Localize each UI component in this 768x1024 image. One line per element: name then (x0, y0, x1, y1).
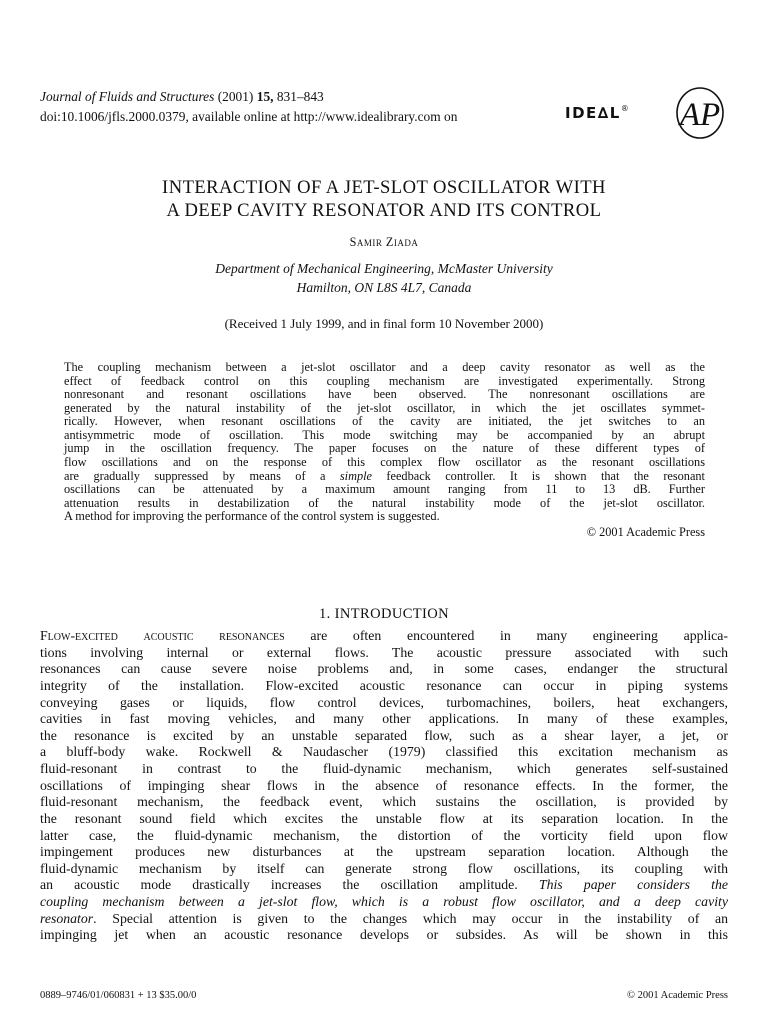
body-line: tions involving internal or external flows. The acoustic pressure associated with such (40, 644, 728, 660)
body-line: the resonant sound field which excites the unstable flow at its separation location. In the (40, 810, 728, 826)
body-emphasis: resonator (40, 910, 94, 926)
received-date: (Received 1 July 1999, and in final form 10 November 2000) (224, 316, 544, 331)
abstract-text: are gradually suppressed by means of a (64, 468, 326, 483)
journal-pages: 831–843 (276, 89, 324, 104)
article-title (20, 176, 748, 222)
ideal-logo (565, 104, 630, 122)
abstract-emphasis: simple (339, 468, 372, 483)
affiliation-line: Department of Mechanical Engineering, McMaster University (215, 261, 553, 276)
body-line: fluid-resonant mechanism, the feedback event, which sustains the oscillation, is provided by (40, 794, 728, 810)
abstract-line: attenuation results in destabilization of the natural instability mode of the jet-slot oscillator. (64, 495, 705, 510)
abstract-line: nonresonant and resonant oscillations have been observed. The nonresonant oscillations are (64, 387, 705, 402)
abstract-text: feedback controller. It is shown that the resonant (386, 468, 705, 483)
body-text-run: an acoustic mode drastically increases the oscillation amplitude. (40, 877, 518, 893)
abstract-line: A method for improving the performance of the control system is suggested. (64, 509, 440, 524)
body-line: fluid-resonant in contrast to the fluid-dynamic mechanism, which generates self-sustained (40, 761, 728, 776)
journal-name: Journal of Fluids and Structures (40, 89, 215, 104)
body-line (40, 877, 728, 894)
affiliation-line: Hamilton, ON L8S 4L7, Canada (296, 280, 472, 295)
body-line: the resonance is excited by an unstable separated flow, such as a shear layer, a jet, or (40, 727, 728, 743)
abstract-line: flow oscillations and on the response of this complex flow oscillator as the resonant oscillations (64, 455, 705, 470)
doi-line: doi:10.1006/jfls.2000.0379, available online at http://www.idealibrary.com on (40, 109, 458, 124)
journal-citation (40, 89, 324, 105)
journal-year: (2001) (217, 89, 254, 104)
body-emphasis: This paper considers the (538, 877, 728, 893)
body-line: impinging jet when an acoustic resonance develops or subsides. As will be shown in this (40, 927, 728, 943)
publisher-logo-text: AP (679, 97, 721, 133)
body-text-run: . Special attention is given to the changes which may occur in the instability of an (93, 910, 728, 926)
registered-mark: ® (620, 104, 631, 113)
body-line: fluid-dynamic mechanism by itself can generate strong flow oscillations, its coupling with (40, 860, 728, 876)
body-line: coupling mechanism between a jet-slot flow, which is a robust flow oscillator, and a deep cavity (40, 894, 728, 909)
lead-in-smallcaps: Flow-excited acoustic resonances (40, 628, 285, 643)
body-line: cavities in fast moving vehicles, and many other applications. In many of these examples, (40, 711, 728, 727)
body-text-run: are often encountered in many engineering applica- (310, 628, 729, 643)
abstract-copyright: © 2001 Academic Press (586, 525, 705, 539)
body-line (40, 911, 728, 928)
body-text (40, 628, 728, 944)
abstract-line: The coupling mechanism between a jet-slot oscillator and a deep cavity resonator as well as the (64, 360, 705, 374)
abstract-line (64, 470, 705, 484)
body-line: resonances can cause severe noise problems and, in some cases, endanger the structural (40, 661, 728, 677)
abstract-line: oscillations can be attenuated by a maximum amount ranging from 11 to 13 dB. Further (64, 482, 705, 497)
abstract (64, 361, 705, 524)
body-line: oscillations of impinging shear flows in the absence of resonance effects. In the former, the (40, 777, 728, 793)
abstract-line: effect of feedback control on this coupling mechanism are investigated experimentally. Strong (64, 373, 705, 388)
ideal-logo-text: IDE∆L (565, 104, 621, 122)
title-line: INTERACTION OF A JET-SLOT OSCILLATOR WITH (162, 177, 606, 198)
section-heading: 1. INTRODUCTION (318, 606, 450, 622)
footer-copyright: © 2001 Academic Press (626, 990, 728, 1001)
abstract-line: rically. However, when resonant oscillations of the cavity are initiated, the jet switches to an (64, 414, 705, 429)
body-line: a bluff-body wake. Rockwell & Naudascher (1979) classified this excitation mechanism as (40, 744, 728, 760)
abstract-line: generated by the natural instability of the jet-slot oscillator, in which the jet oscillates symmet- (64, 400, 705, 415)
body-line (40, 628, 728, 645)
issn-price-line: 0889–9746/01/060831 + 13 $35.00/0 (40, 990, 197, 1001)
journal-volume: 15, (256, 89, 274, 104)
abstract-line: jump in the oscillation frequency. The paper focuses on the nature of these different types of (64, 441, 705, 456)
body-line: conveying gases or liquids, flow control devices, turbomachines, boilers, heat exchangers, (40, 694, 728, 710)
author-name: Samir Ziada (349, 235, 419, 249)
body-line: latter case, the fluid-dynamic mechanism, the distortion of the vorticity field upon flow (40, 827, 728, 843)
title-line: A DEEP CAVITY RESONATOR AND ITS CONTROL (166, 200, 602, 221)
body-line: integrity of the installation. Flow-excited acoustic resonance can occur in piping systems (40, 677, 728, 693)
abstract-line: antisymmetric mode of oscillation. This mode switching may be accompanied by an abrupt (64, 427, 705, 442)
body-line: impingement produces new disturbances at the upstream separation location. Although the (40, 844, 728, 860)
academic-press-logo (672, 84, 728, 140)
